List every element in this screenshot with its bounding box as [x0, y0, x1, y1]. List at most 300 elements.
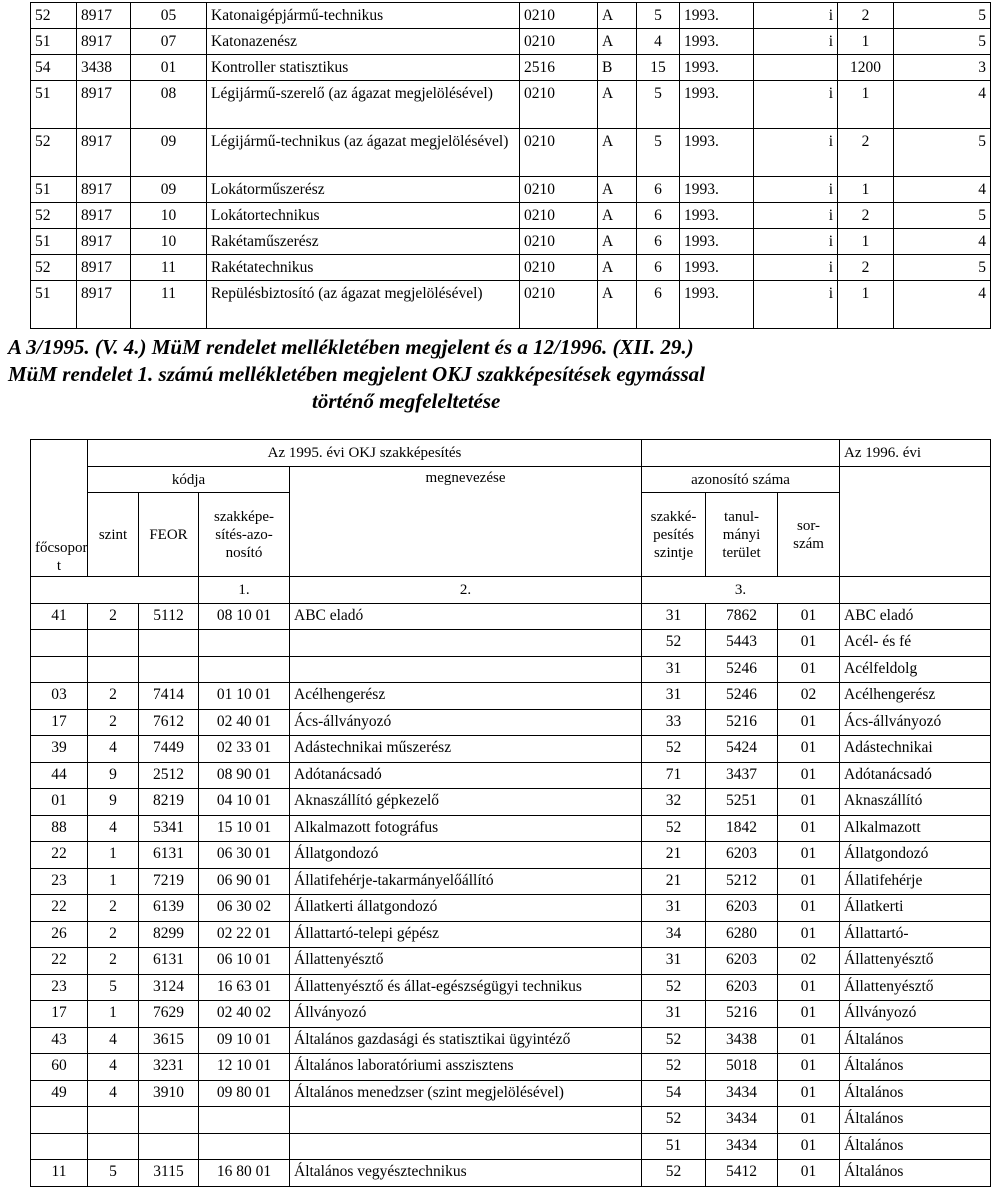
top-table-cell: 4	[894, 177, 991, 203]
top-table-cell: 1993.	[680, 129, 754, 177]
table-cell: 52	[642, 736, 706, 763]
top-table-cell: i	[754, 3, 838, 29]
top-table-cell: Lokátorműszerész	[207, 177, 520, 203]
top-table-cell: A	[598, 3, 637, 29]
top-table-cell: 3438	[77, 55, 131, 81]
table-row	[31, 1080, 991, 1107]
table-cell: 52	[642, 974, 706, 1001]
table-row	[31, 789, 991, 816]
table-row	[31, 1027, 991, 1054]
top-table-cell: 5	[637, 3, 680, 29]
table-cell: Állatkerti állatgondozó	[290, 895, 642, 922]
table-cell: 01 10 01	[199, 683, 290, 710]
table-cell: 49	[31, 1080, 88, 1107]
table-cell: 6139	[139, 895, 199, 922]
table-cell: 31	[642, 895, 706, 922]
table-row	[31, 868, 991, 895]
table-cell: 01	[778, 974, 840, 1001]
table-cell: 5246	[706, 683, 778, 710]
table-cell	[139, 630, 199, 657]
top-table-cell: 8917	[77, 281, 131, 329]
top-table-row	[31, 129, 991, 177]
top-table-row	[31, 177, 991, 203]
table-cell: 52	[642, 815, 706, 842]
table-cell: 4	[88, 1080, 139, 1107]
top-table-cell: 0210	[520, 229, 598, 255]
table-row	[31, 921, 991, 948]
top-table-cell: 6	[637, 203, 680, 229]
table-cell: 1	[88, 842, 139, 869]
top-table-cell: 1	[838, 177, 894, 203]
table-cell: ABC eladó	[290, 603, 642, 630]
table-cell: Adástechnikai műszerész	[290, 736, 642, 763]
table-cell: 71	[642, 762, 706, 789]
table-cell: 01	[778, 815, 840, 842]
header-number-row	[31, 577, 991, 604]
table-cell: 52	[642, 630, 706, 657]
table-cell	[199, 656, 290, 683]
table-cell: Állatgondozó	[840, 842, 991, 869]
table-cell: 01	[778, 1080, 840, 1107]
top-table-cell: 07	[131, 29, 207, 55]
table-cell: 16 63 01	[199, 974, 290, 1001]
top-table-cell: A	[598, 281, 637, 329]
table-cell: 3115	[139, 1160, 199, 1187]
table-cell: Aknaszállító gépkezelő	[290, 789, 642, 816]
table-cell: 2	[88, 603, 139, 630]
top-table-cell: 5	[894, 129, 991, 177]
table-row	[31, 709, 991, 736]
top-table-cell: 8917	[77, 229, 131, 255]
top-table-cell: 1	[838, 81, 894, 129]
table-cell: 31	[642, 656, 706, 683]
table-cell: 5	[88, 974, 139, 1001]
table-cell: 3615	[139, 1027, 199, 1054]
table-cell	[88, 656, 139, 683]
table-cell: 04 10 01	[199, 789, 290, 816]
top-table-cell: 01	[131, 55, 207, 81]
top-table-cell: i	[754, 81, 838, 129]
table-row	[31, 948, 991, 975]
table-cell: 33	[642, 709, 706, 736]
top-table-cell: 2516	[520, 55, 598, 81]
top-table-cell: 1	[838, 29, 894, 55]
table-cell: 9	[88, 762, 139, 789]
top-table-cell: 51	[31, 281, 77, 329]
top-table-cell: 1993.	[680, 29, 754, 55]
top-table-cell: 09	[131, 129, 207, 177]
table-cell: 22	[31, 895, 88, 922]
table-row	[31, 1054, 991, 1081]
top-table-cell: i	[754, 229, 838, 255]
table-cell: 3910	[139, 1080, 199, 1107]
top-table-cell: 10	[131, 203, 207, 229]
top-table-cell: 5	[637, 129, 680, 177]
table-cell	[199, 630, 290, 657]
table-cell: 2	[88, 709, 139, 736]
top-table-cell: 2	[838, 203, 894, 229]
top-table-cell: 09	[131, 177, 207, 203]
table-cell: 7862	[706, 603, 778, 630]
table-row	[31, 630, 991, 657]
table-cell: 6203	[706, 842, 778, 869]
table-cell: 39	[31, 736, 88, 763]
col-tanulmanyi-terulet: tanul- mányi terület	[706, 493, 778, 577]
table-cell: 02 40 02	[199, 1001, 290, 1028]
table-cell: Acélfeldolg	[840, 656, 991, 683]
table-cell: Általános	[840, 1080, 991, 1107]
table-cell: 01	[778, 736, 840, 763]
table-cell: 5216	[706, 709, 778, 736]
top-table-cell: 3	[894, 55, 991, 81]
table-cell: Állattartó-telepi gépész	[290, 921, 642, 948]
table-cell: 01	[778, 895, 840, 922]
top-table-cell: 52	[31, 3, 77, 29]
top-table-cell: 0210	[520, 129, 598, 177]
table-cell: 02 22 01	[199, 921, 290, 948]
table-cell: Állatifehérje	[840, 868, 991, 895]
top-table-row	[31, 55, 991, 81]
table-cell: Állattartó-	[840, 921, 991, 948]
table-cell: 31	[642, 1001, 706, 1028]
heading-line-2: MüM rendelet 1. számú mellékletében megjelent OKJ szakképesítések egymással	[8, 362, 706, 386]
top-table-cell: 1993.	[680, 3, 754, 29]
header-num-1: 1.	[199, 577, 290, 604]
table-cell: 4	[88, 815, 139, 842]
table-cell: Általános	[840, 1133, 991, 1160]
table-row	[31, 1107, 991, 1134]
top-table-cell: 1993.	[680, 281, 754, 329]
table-cell: 5341	[139, 815, 199, 842]
table-cell: 5412	[706, 1160, 778, 1187]
top-table-cell: i	[754, 29, 838, 55]
table-cell	[199, 1133, 290, 1160]
table-cell: 5	[88, 1160, 139, 1187]
table-cell: Általános	[840, 1107, 991, 1134]
table-cell: Általános	[840, 1054, 991, 1081]
table-cell: 8219	[139, 789, 199, 816]
header-num-blank-2	[840, 577, 991, 604]
top-table-cell: 1	[838, 229, 894, 255]
table-cell: 01	[778, 1160, 840, 1187]
table-cell: 2	[88, 948, 139, 975]
table-cell: 1	[88, 868, 139, 895]
top-table-cell: Rakétatechnikus	[207, 255, 520, 281]
table-cell: 02 40 01	[199, 709, 290, 736]
header-row-2	[31, 466, 991, 493]
table-cell	[290, 1133, 642, 1160]
table-cell: 02	[778, 683, 840, 710]
table-cell: 02	[778, 948, 840, 975]
table-cell	[139, 1133, 199, 1160]
top-table-cell: 1	[838, 281, 894, 329]
top-table-cell: 11	[131, 281, 207, 329]
table-cell	[88, 630, 139, 657]
table-cell: 5212	[706, 868, 778, 895]
table-cell: 01	[778, 1133, 840, 1160]
table-cell: 01	[778, 630, 840, 657]
top-table-cell: 8917	[77, 203, 131, 229]
table-cell: 88	[31, 815, 88, 842]
table-cell: 2512	[139, 762, 199, 789]
top-table-cell: i	[754, 281, 838, 329]
table-cell: Állványozó	[840, 1001, 991, 1028]
top-table-cell: Katonaigépjármű-technikus	[207, 3, 520, 29]
top-table-cell: 51	[31, 229, 77, 255]
table-cell: 23	[31, 974, 88, 1001]
top-table-cell: 0210	[520, 3, 598, 29]
table-cell: 01	[778, 1027, 840, 1054]
table-cell: 6131	[139, 948, 199, 975]
top-table-cell: Kontroller statisztikus	[207, 55, 520, 81]
table-cell	[139, 656, 199, 683]
table-cell: 03	[31, 683, 88, 710]
top-table-cell: 2	[838, 255, 894, 281]
table-row	[31, 762, 991, 789]
table-cell: 01	[778, 1054, 840, 1081]
header-azonosito-szama: azonosító száma	[642, 466, 840, 493]
top-table-cell: 52	[31, 255, 77, 281]
table-cell: 01	[778, 1107, 840, 1134]
top-table-cell	[754, 55, 838, 81]
table-cell: 09 80 01	[199, 1080, 290, 1107]
top-table-cell: 4	[894, 281, 991, 329]
table-row	[31, 842, 991, 869]
top-table-cell: 8917	[77, 255, 131, 281]
table-cell: Acél- és fé	[840, 630, 991, 657]
table-cell: Alkalmazott fotográfus	[290, 815, 642, 842]
top-table-cell: 4	[894, 229, 991, 255]
top-table-cell: 5	[894, 3, 991, 29]
col-megnevezese: megnevezése	[290, 466, 642, 577]
table-cell: 23	[31, 868, 88, 895]
table-cell: Általános vegyésztechnikus	[290, 1160, 642, 1187]
table-cell: 06 10 01	[199, 948, 290, 975]
heading-line-3: történő megfeleltetése	[312, 389, 501, 413]
top-table-cell: 0210	[520, 177, 598, 203]
table-cell: 06 30 02	[199, 895, 290, 922]
top-table-cell: 5	[894, 255, 991, 281]
top-table-cell: 5	[637, 81, 680, 129]
table-cell: 01	[778, 656, 840, 683]
table-cell: Általános	[840, 1027, 991, 1054]
table-cell	[31, 656, 88, 683]
table-cell: Aknaszállító	[840, 789, 991, 816]
top-table-cell: 15	[637, 55, 680, 81]
top-table-cell: 8917	[77, 29, 131, 55]
table-row	[31, 1001, 991, 1028]
table-cell: 6131	[139, 842, 199, 869]
top-table-cell: 5	[894, 203, 991, 229]
header-blank	[642, 440, 840, 467]
table-cell: 52	[642, 1027, 706, 1054]
top-table-cell: A	[598, 29, 637, 55]
table-cell: 01	[778, 762, 840, 789]
top-table-cell: 52	[31, 129, 77, 177]
col-szakkepesites-azonosito: szakképe- sítés-azo- nosító	[199, 493, 290, 577]
top-table-cell: 1993.	[680, 81, 754, 129]
top-table-cell: B	[598, 55, 637, 81]
table-cell: 01	[778, 921, 840, 948]
header-okj-1995: Az 1995. évi OKJ szakképesítés	[88, 440, 642, 467]
table-cell: 01	[778, 1001, 840, 1028]
top-table-cell: A	[598, 255, 637, 281]
top-table-cell: i	[754, 129, 838, 177]
table-cell: 26	[31, 921, 88, 948]
table-cell: 3434	[706, 1107, 778, 1134]
table-row	[31, 656, 991, 683]
top-table-cell: A	[598, 177, 637, 203]
top-table-cell: 51	[31, 29, 77, 55]
table-row	[31, 736, 991, 763]
table-cell: 5216	[706, 1001, 778, 1028]
top-table-cell: 5	[894, 29, 991, 55]
table-cell: 4	[88, 1027, 139, 1054]
top-table-row	[31, 81, 991, 129]
table-cell: 6280	[706, 921, 778, 948]
table-cell	[290, 656, 642, 683]
table-cell: 5424	[706, 736, 778, 763]
table-cell: Adótanácsadó	[290, 762, 642, 789]
table-cell: 43	[31, 1027, 88, 1054]
table-cell: 3434	[706, 1080, 778, 1107]
top-table-row	[31, 255, 991, 281]
top-table-cell: 6	[637, 229, 680, 255]
top-table-cell: Légijármű-technikus (az ágazat megjelölésével)	[207, 129, 520, 177]
col-sorszam: sor- szám	[778, 493, 840, 577]
top-table-cell: 4	[637, 29, 680, 55]
top-table-cell: 1993.	[680, 255, 754, 281]
top-table-cell: Rakétaműszerész	[207, 229, 520, 255]
top-table-cell: A	[598, 81, 637, 129]
table-cell: 11	[31, 1160, 88, 1187]
top-table-cell: 51	[31, 81, 77, 129]
table-cell: 17	[31, 709, 88, 736]
table-cell: 3437	[706, 762, 778, 789]
table-cell: 22	[31, 842, 88, 869]
col-feor: FEOR	[139, 493, 199, 577]
table-cell: 60	[31, 1054, 88, 1081]
table-cell: 7612	[139, 709, 199, 736]
table-cell: 3124	[139, 974, 199, 1001]
top-table-cell: 8917	[77, 81, 131, 129]
table-cell	[139, 1107, 199, 1134]
table-cell	[31, 630, 88, 657]
top-table-cell: 8917	[77, 129, 131, 177]
table-cell: 16 80 01	[199, 1160, 290, 1187]
top-table-body	[31, 3, 991, 329]
top-table-cell: 08	[131, 81, 207, 129]
table-cell: 2	[88, 895, 139, 922]
correspondence-table	[30, 439, 991, 1187]
table-cell: Általános laboratóriumi asszisztens	[290, 1054, 642, 1081]
table-cell: 7219	[139, 868, 199, 895]
top-table-row	[31, 281, 991, 329]
table-cell: 6203	[706, 895, 778, 922]
top-table-cell: 0210	[520, 203, 598, 229]
top-table-row	[31, 203, 991, 229]
table-cell: Adótanácsadó	[840, 762, 991, 789]
table-cell: 15 10 01	[199, 815, 290, 842]
table-cell: 6203	[706, 948, 778, 975]
col-szakkepesites-szintje: szakké- pesítés szintje	[642, 493, 706, 577]
table-row	[31, 683, 991, 710]
table-cell: 34	[642, 921, 706, 948]
col-szint: szint	[88, 493, 139, 577]
table-cell: 12 10 01	[199, 1054, 290, 1081]
table-cell: Állattenyésztő és állat-egészségügyi technikus	[290, 974, 642, 1001]
table-cell: 4	[88, 1054, 139, 1081]
top-table-cell: 10	[131, 229, 207, 255]
top-table-cell: 4	[894, 81, 991, 129]
top-table-row	[31, 229, 991, 255]
table-cell: 01	[778, 603, 840, 630]
table-cell: Állattenyésztő	[840, 948, 991, 975]
heading-line-1: A 3/1995. (V. 4.) MüM rendelet mellékletében megjelent és a 12/1996. (XII. 29.)	[8, 335, 694, 359]
top-table-cell: 1993.	[680, 177, 754, 203]
top-table-cell: 1993.	[680, 203, 754, 229]
top-table-cell: A	[598, 129, 637, 177]
table-cell: 5443	[706, 630, 778, 657]
table-cell: 08 10 01	[199, 603, 290, 630]
table-cell: Acélhengerész	[290, 683, 642, 710]
top-table-cell: 11	[131, 255, 207, 281]
table-cell: 52	[642, 1107, 706, 1134]
top-table-cell: 2	[838, 129, 894, 177]
header-num-2: 2.	[290, 577, 642, 604]
top-table-cell: 52	[31, 203, 77, 229]
table-cell	[290, 630, 642, 657]
table-cell: Általános menedzser (szint megjelölésével)	[290, 1080, 642, 1107]
header-1996-empty	[840, 466, 991, 577]
top-table-cell: Repülésbiztosító (az ágazat megjelölésével)	[207, 281, 520, 329]
table-cell: 21	[642, 868, 706, 895]
top-table-cell: i	[754, 203, 838, 229]
table-cell	[88, 1107, 139, 1134]
table-cell: 7414	[139, 683, 199, 710]
table-cell: 06 30 01	[199, 842, 290, 869]
table-cell: 1	[88, 1001, 139, 1028]
table-cell: 01	[778, 868, 840, 895]
table-cell: 51	[642, 1133, 706, 1160]
table-cell: Állatkerti	[840, 895, 991, 922]
table-row	[31, 1133, 991, 1160]
top-table-cell: Légijármű-szerelő (az ágazat megjelölésével)	[207, 81, 520, 129]
table-cell: 5018	[706, 1054, 778, 1081]
table-cell: 31	[642, 603, 706, 630]
top-table-cell: i	[754, 255, 838, 281]
top-table-cell: 05	[131, 3, 207, 29]
table-cell: Ács-állványozó	[290, 709, 642, 736]
table-cell: 02 33 01	[199, 736, 290, 763]
table-row	[31, 603, 991, 630]
table-cell: Állatifehérje-takarmányelőállító	[290, 868, 642, 895]
table-cell: 01	[778, 789, 840, 816]
table-cell: 44	[31, 762, 88, 789]
table-row	[31, 895, 991, 922]
table-cell: 01	[31, 789, 88, 816]
table-cell: Állványozó	[290, 1001, 642, 1028]
table-cell: Ács-állványozó	[840, 709, 991, 736]
table-cell: 7629	[139, 1001, 199, 1028]
table-cell: Általános gazdasági és statisztikai ügyintéző	[290, 1027, 642, 1054]
header-row-1	[31, 440, 991, 467]
top-table	[30, 2, 991, 329]
header-kodja: kódja	[88, 466, 290, 493]
top-table-cell: A	[598, 229, 637, 255]
table-cell: 2	[88, 921, 139, 948]
table-cell: 5251	[706, 789, 778, 816]
